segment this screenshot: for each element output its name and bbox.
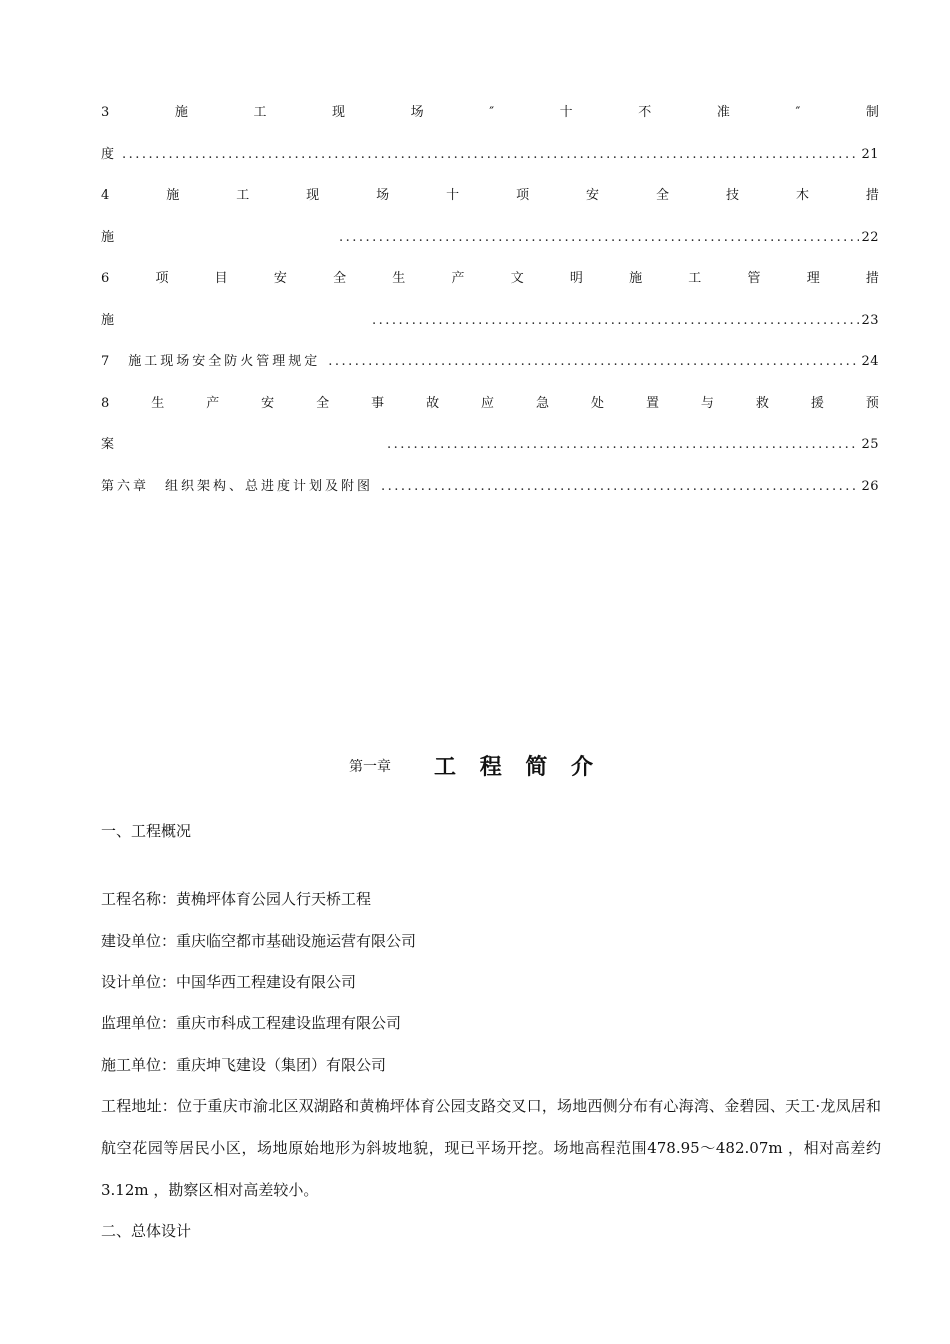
- toc-item-4-continuation[interactable]: 施 ..... 22: [101, 229, 879, 247]
- toc-leader-dots: [381, 478, 859, 496]
- toc-leader-dots: [372, 312, 859, 330]
- toc-leader-dots: [387, 436, 859, 454]
- toc-page-number: 23: [861, 313, 879, 328]
- project-designer: 设计单位：中国华西工程建设有限公司: [101, 973, 357, 991]
- toc-page-number: 21: [861, 147, 879, 162]
- toc-item-3[interactable]: 3 施 工 现 场 ″ 十 不 准 ″ 制: [101, 105, 879, 120]
- section-heading-design: 二、总体设计: [101, 1222, 192, 1240]
- toc-item-3-continuation[interactable]: 度 ..... 21: [101, 146, 879, 164]
- section-heading-overview: 一、工程概况: [101, 822, 192, 840]
- toc-leader-dots: [328, 353, 859, 371]
- toc-page-number: 22: [861, 230, 879, 245]
- project-owner: 建设单位：重庆临空都市基础设施运营有限公司: [101, 932, 417, 950]
- chapter-heading: [0, 750, 950, 781]
- toc-item-8[interactable]: 8 生 产 安 全 事 故 应 急 处 置 与 救 援 预: [101, 396, 879, 411]
- project-name: 工程名称：黄桷坪体育公园人行天桥工程: [101, 890, 372, 908]
- chapter-number: 第一章: [348, 758, 391, 775]
- toc-leader-dots: [339, 229, 859, 247]
- toc-leader-dots: [122, 146, 859, 164]
- toc-item-6[interactable]: 6 项 目 安 全 生 产 文 明 施 工 管 理 措: [101, 271, 879, 286]
- toc-item-7[interactable]: 7 施工现场安全防火管理规定 ..... 24: [101, 353, 879, 371]
- toc-chapter-6[interactable]: 第六章 组织架构、总进度计划及附图 ..... 26: [101, 478, 879, 496]
- toc-page-number: 24: [861, 354, 879, 369]
- toc-item-8-continuation[interactable]: 案 ..... 25: [101, 436, 879, 454]
- project-contractor: 施工单位：重庆坤飞建设（集团）有限公司: [101, 1056, 387, 1074]
- toc-item-6-continuation[interactable]: 施 ..... 23: [101, 312, 879, 330]
- project-supervisor: 监理单位：重庆市科成工程建设监理有限公司: [101, 1014, 402, 1032]
- toc-page-number: 26: [861, 479, 879, 494]
- project-address: 工程地址：位于重庆市渝北区双湖路和黄桷坪体育公园支路交叉口，场地西侧分布有心海湾、金碧园、天工·龙凤居和航空花园等居民小区，场地原始地形为斜坡地貌，现已平场开挖。场地高程范围478.95～482.07m ，相对高差约3.12m ，勘察区相对高差较小。: [101, 1097, 881, 1199]
- toc-page-number: 25: [861, 437, 879, 452]
- toc-item-4[interactable]: 4 施 工 现 场 十 项 安 全 技 木 措: [101, 188, 879, 203]
- chapter-title: 工 程 简 介: [434, 754, 602, 780]
